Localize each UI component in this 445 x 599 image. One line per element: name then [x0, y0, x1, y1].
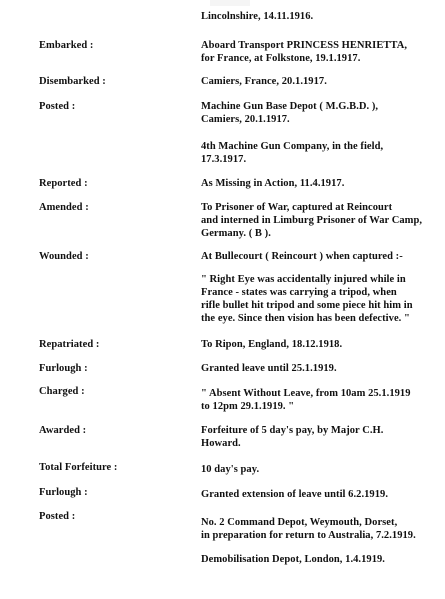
- entry-value-line: " Right Eye was accidentally injured while in: [201, 274, 406, 285]
- entry-label-reported: Reported :: [39, 178, 88, 189]
- entry-value-line: Machine Gun Base Depot ( M.G.B.D. ),: [201, 101, 379, 112]
- entry-label-charged: Charged :: [39, 386, 85, 397]
- entry-label-awarded: Awarded :: [39, 425, 87, 436]
- entry-value-line: rifle bullet hit tripod and some piece hit him in: [201, 300, 413, 311]
- scan-artifact: [210, 0, 250, 6]
- entry-value-line: To Prisoner of War, captured at Reincourt: [201, 202, 393, 213]
- entry-value-line: in preparation for return to Australia, 7.2.1919.: [201, 530, 416, 541]
- entry-label-furlough: Furlough :: [39, 487, 88, 498]
- entry-label-disembarked: Disembarked :: [39, 76, 106, 87]
- entry-value-line: As Missing in Action, 11.4.1917.: [201, 178, 345, 189]
- entry-value-line: 10 day's pay.: [201, 464, 260, 475]
- entry-value-line: and interned in Limburg Prisoner of War Camp,: [201, 215, 423, 226]
- entry-label-embarked: Embarked :: [39, 40, 94, 51]
- entry-value-line: Demobilisation Depot, London, 1.4.1919.: [201, 554, 385, 565]
- entry-value-line: Aboard Transport PRINCESS HENRIETTA,: [201, 40, 408, 51]
- entry-value-line: Camiers, France, 20.1.1917.: [201, 76, 327, 87]
- entry-value-line: Forfeiture of 5 day's pay, by Major C.H.: [201, 425, 384, 436]
- entry-label-posted: Posted :: [39, 511, 76, 522]
- entry-value-line: At Bullecourt ( Reincourt ) when captured :-: [201, 251, 403, 262]
- entry-value-line: 4th Machine Gun Company, in the field,: [201, 141, 384, 152]
- entry-label-furlough: Furlough :: [39, 363, 88, 374]
- entry-label-posted: Posted :: [39, 101, 76, 112]
- entry-value-line: Granted extension of leave until 6.2.1919.: [201, 489, 389, 500]
- entry-value-line: Camiers, 20.1.1917.: [201, 114, 290, 125]
- entry-value-line: the eye. Since then vision has been defective. ": [201, 313, 410, 324]
- entry-value-line: 17.3.1917.: [201, 154, 247, 165]
- entry-value-line: Howard.: [201, 438, 241, 449]
- entry-value-line: To Ripon, England, 18.12.1918.: [201, 339, 343, 350]
- entry-value-line: to 12pm 29.1.1919. ": [201, 401, 295, 412]
- entry-value-line: No. 2 Command Depot, Weymouth, Dorset,: [201, 517, 398, 528]
- entry-value-line: Lincolnshire, 14.11.1916.: [201, 11, 314, 22]
- entry-value-line: Germany. ( B ).: [201, 228, 271, 239]
- entry-label-repatriated: Repatriated :: [39, 339, 100, 350]
- entry-value-line: Granted leave until 25.1.1919.: [201, 363, 337, 374]
- entry-label-wounded: Wounded :: [39, 251, 89, 262]
- entry-label-amended: Amended :: [39, 202, 89, 213]
- entry-value-line: for France, at Folkstone, 19.1.1917.: [201, 53, 361, 64]
- entry-value-line: France - states was carrying a tripod, when: [201, 287, 397, 298]
- entry-label-total-forfeiture: Total Forfeiture :: [39, 462, 118, 473]
- entry-value-line: " Absent Without Leave, from 10am 25.1.1919: [201, 388, 411, 399]
